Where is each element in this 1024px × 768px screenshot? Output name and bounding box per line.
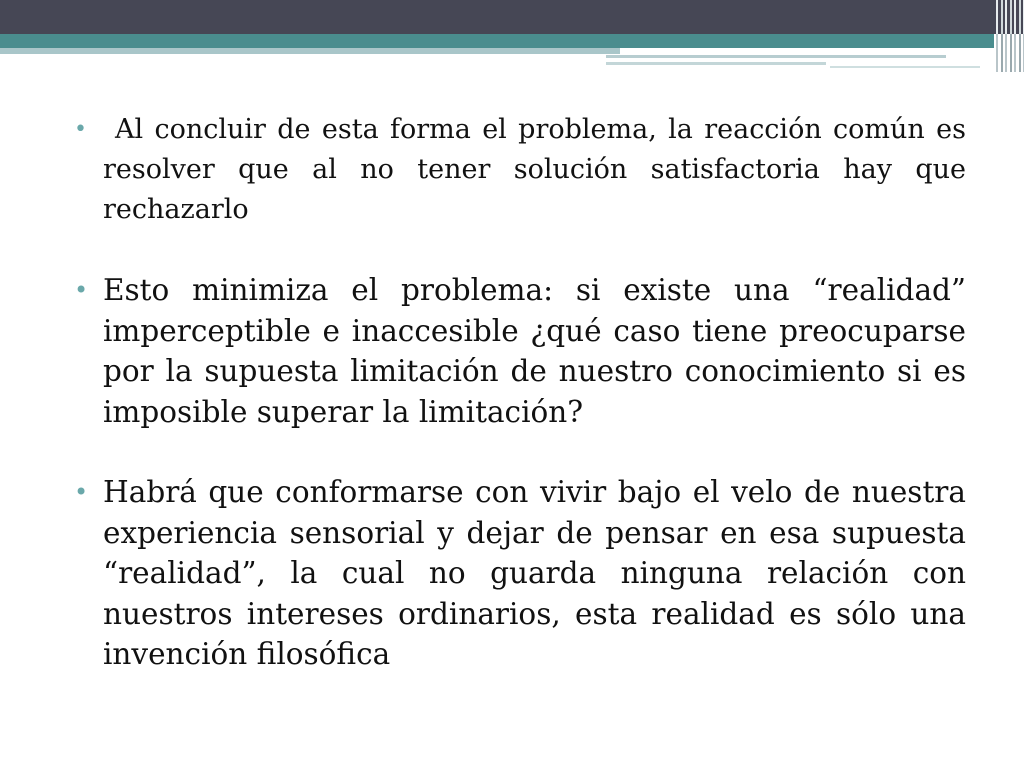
bullet-icon: • <box>74 478 89 506</box>
decorative-line <box>606 55 946 58</box>
header-band-light <box>0 48 620 54</box>
decorative-line <box>606 62 826 65</box>
bullet-text: Habrá que conformarse con vivir bajo el velo de nuestra experiencia sensorial y dejar de pensar en esa supuesta “realidad”, la cual no guarda ninguna relación con nuestros intereses ordinarios, esta realidad es sólo una invención filosófica <box>103 475 966 671</box>
bullet-item <box>74 110 966 230</box>
bullet-item <box>74 270 966 432</box>
bullet-item <box>74 472 966 675</box>
decorative-stripes-top <box>994 0 1024 34</box>
decorative-line <box>830 66 980 68</box>
header-band-teal <box>0 34 1024 48</box>
bullet-text <box>103 110 966 230</box>
bullet-text-content: Al concluir de esta forma el problema, la reacción común es resolver que al no tener solución satisfactoria hay que rechazarlo <box>103 114 966 225</box>
bullet-icon: • <box>74 276 89 304</box>
bullet-list <box>74 110 966 715</box>
header-band-dark <box>0 0 1024 34</box>
bullet-text: Esto minimiza el problema: si existe una “realidad” imperceptible e inaccesible ¿qué caso tiene preocuparse por la supuesta limitación de nuestro conocimiento si es imposible superar la limitación? <box>103 273 966 429</box>
bullet-icon: • <box>74 117 87 142</box>
